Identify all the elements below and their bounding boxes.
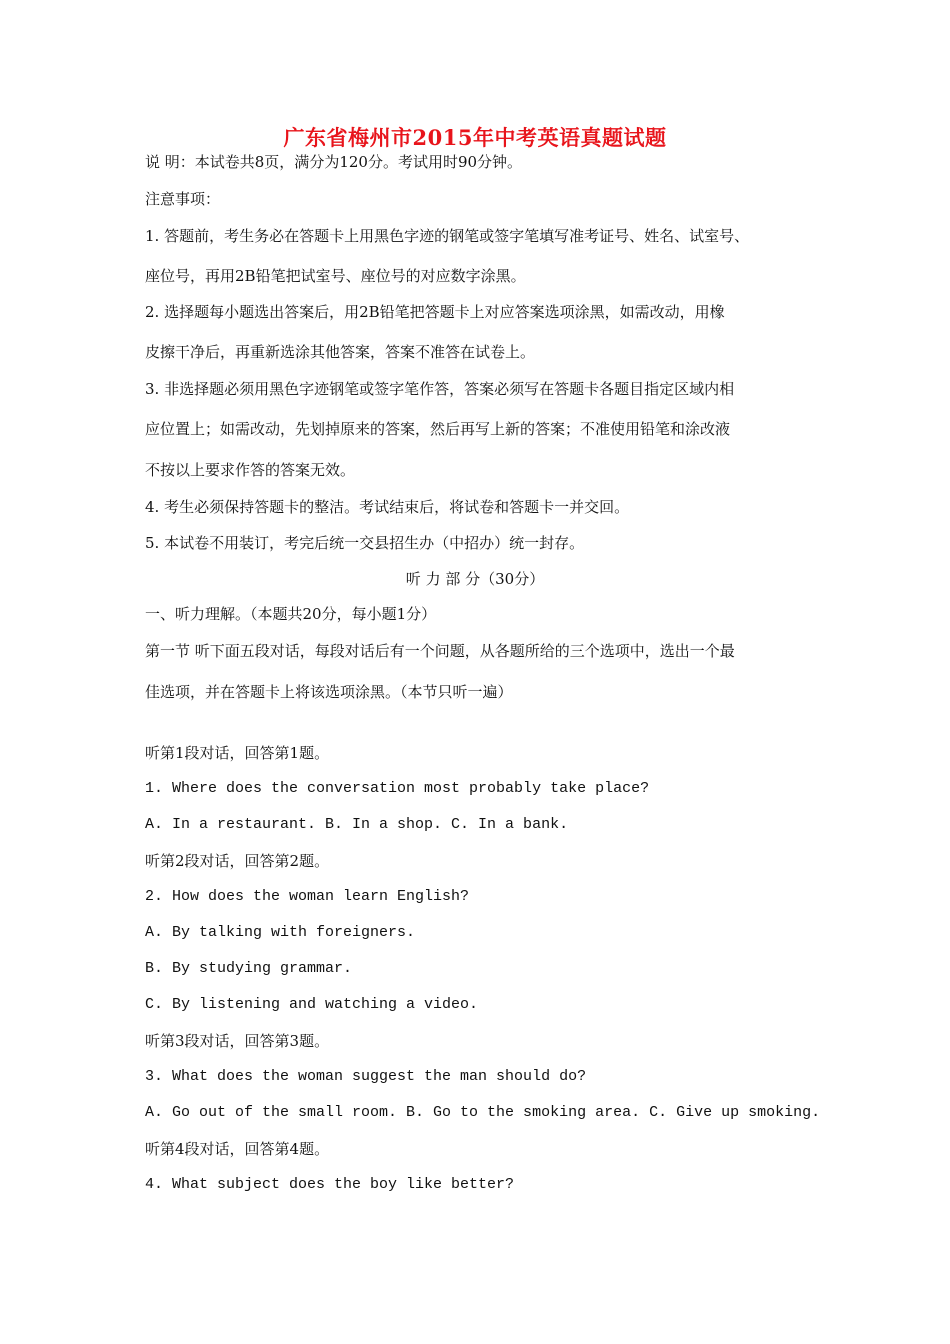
notice-item-2-line-2: 皮擦干净后，再重新选涂其他答案，答案不准答在试卷上。	[145, 343, 536, 361]
notice-item-1-line-1: 1. 答题前，考生务必在答题卡上用黑色字迹的钢笔或签字笔填写准考证号、姓名、试室号、	[145, 227, 750, 245]
question-3: 3. What does the woman suggest the man should do?	[145, 1068, 587, 1085]
exam-title: 广东省梅州市2015年中考英语真题试题	[283, 125, 667, 150]
question-2-option-a: A. By talking with foreigners.	[145, 924, 416, 941]
listening-part-heading: 听 力 部 分（30分）	[405, 570, 545, 588]
dialogue-4-prompt: 听第4段对话，回答第4题。	[145, 1140, 330, 1158]
notice-item-3-line-3: 不按以上要求作答的答案无效。	[145, 461, 356, 479]
question-4: 4. What subject does the boy like better?	[145, 1176, 515, 1193]
notice-item-5: 5. 本试卷不用装订，考完后统一交县招生办（中招办）统一封存。	[145, 534, 585, 552]
notice-item-3-line-2: 应位置上；如需改动，先划掉原来的答案，然后再写上新的答案；不准使用铅笔和涂改液	[145, 420, 731, 438]
dialogue-2-prompt: 听第2段对话，回答第2题。	[145, 852, 330, 870]
section-1-instruction-line-1: 第一节 听下面五段对话，每段对话后有一个问题，从各题所给的三个选项中，选出一个最	[145, 642, 735, 660]
notice-item-1-line-2: 座位号，再用2B铅笔把试室号、座位号的对应数字涂黑。	[145, 267, 526, 285]
notice-item-3-line-1: 3. 非选择题必须用黑色字迹钢笔或签字笔作答，答案必须写在答题卡各题目指定区域内相	[145, 380, 735, 398]
question-3-options: A. Go out of the small room. B. Go to the smoking area. C. Give up smoking.	[145, 1104, 821, 1121]
dialogue-3-prompt: 听第3段对话，回答第3题。	[145, 1032, 330, 1050]
question-2-option-b: B. By studying grammar.	[145, 960, 353, 977]
dialogue-1-prompt: 听第1段对话，回答第1题。	[145, 744, 330, 762]
notice-heading: 注意事项：	[145, 190, 221, 208]
exam-note: 说 明：本试卷共8页，满分为120分。考试用时90分钟。	[145, 153, 523, 171]
section-1-instruction-line-2: 佳选项，并在答题卡上将该选项涂黑。（本节只听一遍）	[145, 683, 513, 701]
notice-item-4: 4. 考生必须保持答题卡的整洁。考试结束后，将试卷和答题卡一并交回。	[145, 498, 630, 516]
notice-item-2-line-1: 2. 选择题每小题选出答案后，用2B铅笔把答题卡上对应答案选项涂黑，如需改动，用橡	[145, 303, 725, 321]
question-1-options: A. In a restaurant. B. In a shop. C. In a bank.	[145, 816, 569, 833]
question-2-option-c: C. By listening and watching a video.	[145, 996, 479, 1013]
listening-section-heading: 一、听力理解。（本题共20分，每小题1分）	[145, 605, 437, 623]
question-1: 1. Where does the conversation most probably take place?	[145, 780, 650, 797]
question-2: 2. How does the woman learn English?	[145, 888, 470, 905]
